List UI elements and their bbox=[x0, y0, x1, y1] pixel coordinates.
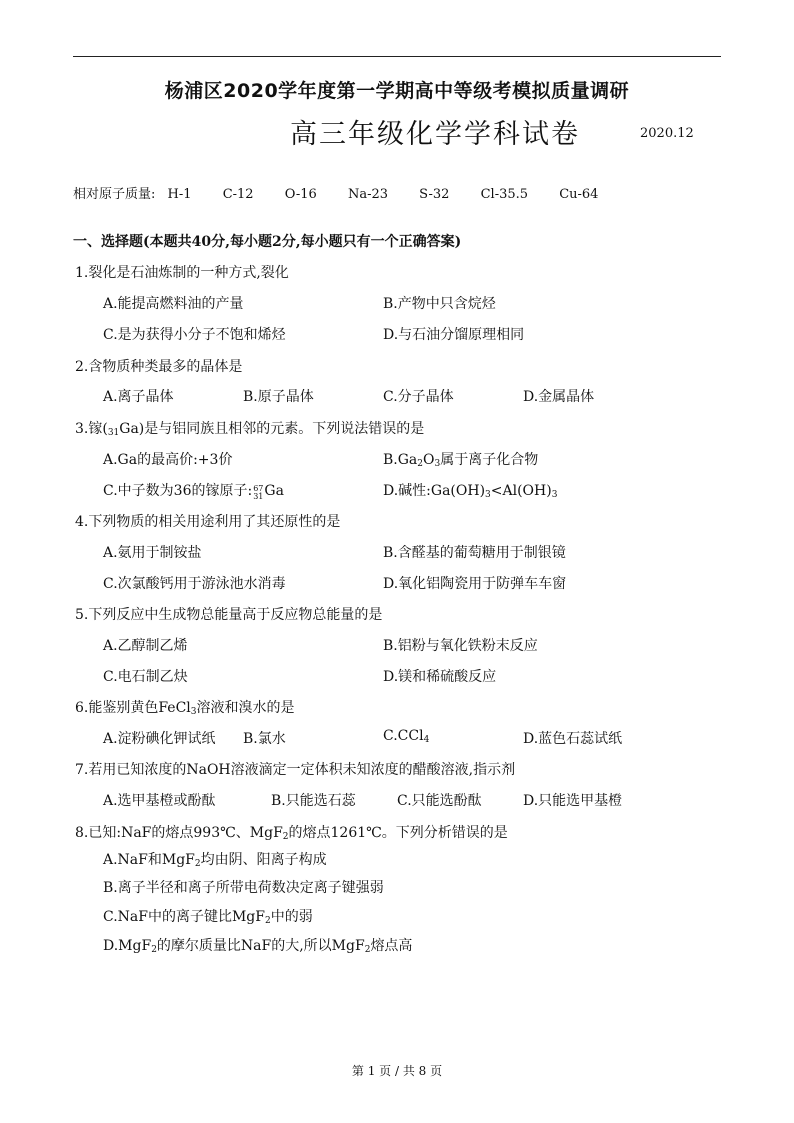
question-4-stem: 4.下列物质的相关用途利用了其还原性的是 bbox=[75, 514, 341, 530]
q1-option-a: A.能提高燃料油的产量 bbox=[103, 296, 244, 312]
q1-option-c: C.是为获得小分子不饱和烯烃 bbox=[103, 327, 286, 343]
question-5-stem: 5.下列反应中生成物总能量高于反应物总能量的是 bbox=[75, 607, 383, 623]
section-heading: 一、选择题(本题共40分,每小题2分,每小题只有一个正确答案) bbox=[73, 234, 462, 250]
q8-option-b: B.离子半径和离子所带电荷数决定离子键强弱 bbox=[103, 880, 384, 896]
top-rule bbox=[73, 56, 721, 57]
question-1-stem: 1.裂化是石油炼制的一种方式,裂化 bbox=[75, 265, 289, 281]
mass-c: C-12 bbox=[222, 187, 254, 202]
mass-h: H-1 bbox=[167, 187, 192, 202]
question-7-stem: 7.若用已知浓度的NaOH溶液滴定一定体积未知浓度的醋酸溶液,指示剂 bbox=[75, 762, 516, 778]
mass-o: O-16 bbox=[284, 187, 317, 202]
mass-s: S-32 bbox=[419, 187, 450, 202]
exam-date: 2020.12 bbox=[640, 126, 694, 141]
question-6-stem: 6.能鉴别黄色FeCl$_3$溶液和溴水的是 bbox=[75, 700, 295, 717]
mass-cu: Cu-64 bbox=[559, 187, 599, 202]
mass-cl: Cl-35.5 bbox=[480, 187, 529, 202]
atomic-masses-label: 相对原子质量: bbox=[73, 187, 156, 202]
q6-option-a: A.淀粉碘化钾试纸 bbox=[103, 731, 216, 747]
q5-option-a: A.乙醇制乙烯 bbox=[103, 638, 188, 654]
q3-option-c: C.中子数为36的镓原子:67 31Ga bbox=[103, 483, 284, 501]
q1-option-b: B.产物中只含烷烃 bbox=[383, 296, 496, 312]
q8-option-d: D.MgF$_2$的摩尔质量比NaF的大,所以MgF$_2$熔点高 bbox=[103, 938, 413, 955]
q2-option-b: B.原子晶体 bbox=[243, 389, 314, 405]
q7-option-d: D.只能选甲基橙 bbox=[523, 793, 623, 809]
q4-option-a: A.氨用于制铵盐 bbox=[103, 545, 202, 561]
q3-option-d: D.碱性$:Ga(OH)_3<Al(OH)_3$ bbox=[383, 483, 558, 500]
q1-option-d: D.与石油分馏原理相同 bbox=[383, 327, 525, 343]
q3-option-a: A.Ga的最高价:+3价 bbox=[103, 452, 233, 468]
q8-option-a: A.NaF和MgF$_2$均由阴、阳离子构成 bbox=[103, 852, 327, 869]
q4-option-b: B.含醛基的葡萄糖用于制银镜 bbox=[383, 545, 566, 561]
exam-subtitle: 高三年级化学学科试卷 bbox=[290, 119, 580, 150]
q5-option-c: C.电石制乙炔 bbox=[103, 669, 188, 685]
question-8-stem: 8.已知:NaF的熔点993℃、MgF$_2$的熔点1261℃。下列分析错误的是 bbox=[75, 825, 508, 842]
q2-option-a: A.离子晶体 bbox=[103, 389, 174, 405]
q7-option-b: B.只能选石蕊 bbox=[271, 793, 356, 809]
q5-option-d: D.镁和稀硫酸反应 bbox=[383, 669, 497, 685]
q6-option-d: D.蓝色石蕊试纸 bbox=[523, 731, 623, 747]
q6-option-b: B.氯水 bbox=[243, 731, 286, 747]
isotope-notation: 67 31 bbox=[253, 484, 264, 501]
page-footer: 第 1 页 / 共 8 页 bbox=[351, 1064, 443, 1078]
q7-option-c: C.只能选酚酞 bbox=[397, 793, 482, 809]
question-2-stem: 2.含物质种类最多的晶体是 bbox=[75, 359, 243, 375]
q3-option-b: $B.Ga_2O_3$属于离子化合物 bbox=[383, 452, 539, 469]
q4-option-c: C.次氯酸钙用于游泳池水消毒 bbox=[103, 576, 286, 592]
q2-option-c: C.分子晶体 bbox=[383, 389, 454, 405]
q2-option-d: D.金属晶体 bbox=[523, 389, 595, 405]
q5-option-b: B.铝粉与氧化铁粉末反应 bbox=[383, 638, 538, 654]
q8-option-c: C.NaF中的离子键比MgF$_2$中的弱 bbox=[103, 909, 313, 926]
atomic-masses bbox=[73, 183, 625, 202]
question-3-stem: 3.镓$(_{31}Ga)$是与铝同族且相邻的元素。下列说法错误的是 bbox=[75, 421, 425, 438]
q7-option-a: A.选甲基橙或酚酞 bbox=[103, 793, 216, 809]
q6-option-c: C.CCl$_4$ bbox=[383, 728, 430, 745]
q4-option-d: D.氧化铝陶瓷用于防弹车车窗 bbox=[383, 576, 567, 592]
exam-title: 杨浦区2020学年度第一学期高中等级考模拟质量调研 bbox=[164, 80, 630, 102]
mass-na: Na-23 bbox=[347, 187, 388, 202]
